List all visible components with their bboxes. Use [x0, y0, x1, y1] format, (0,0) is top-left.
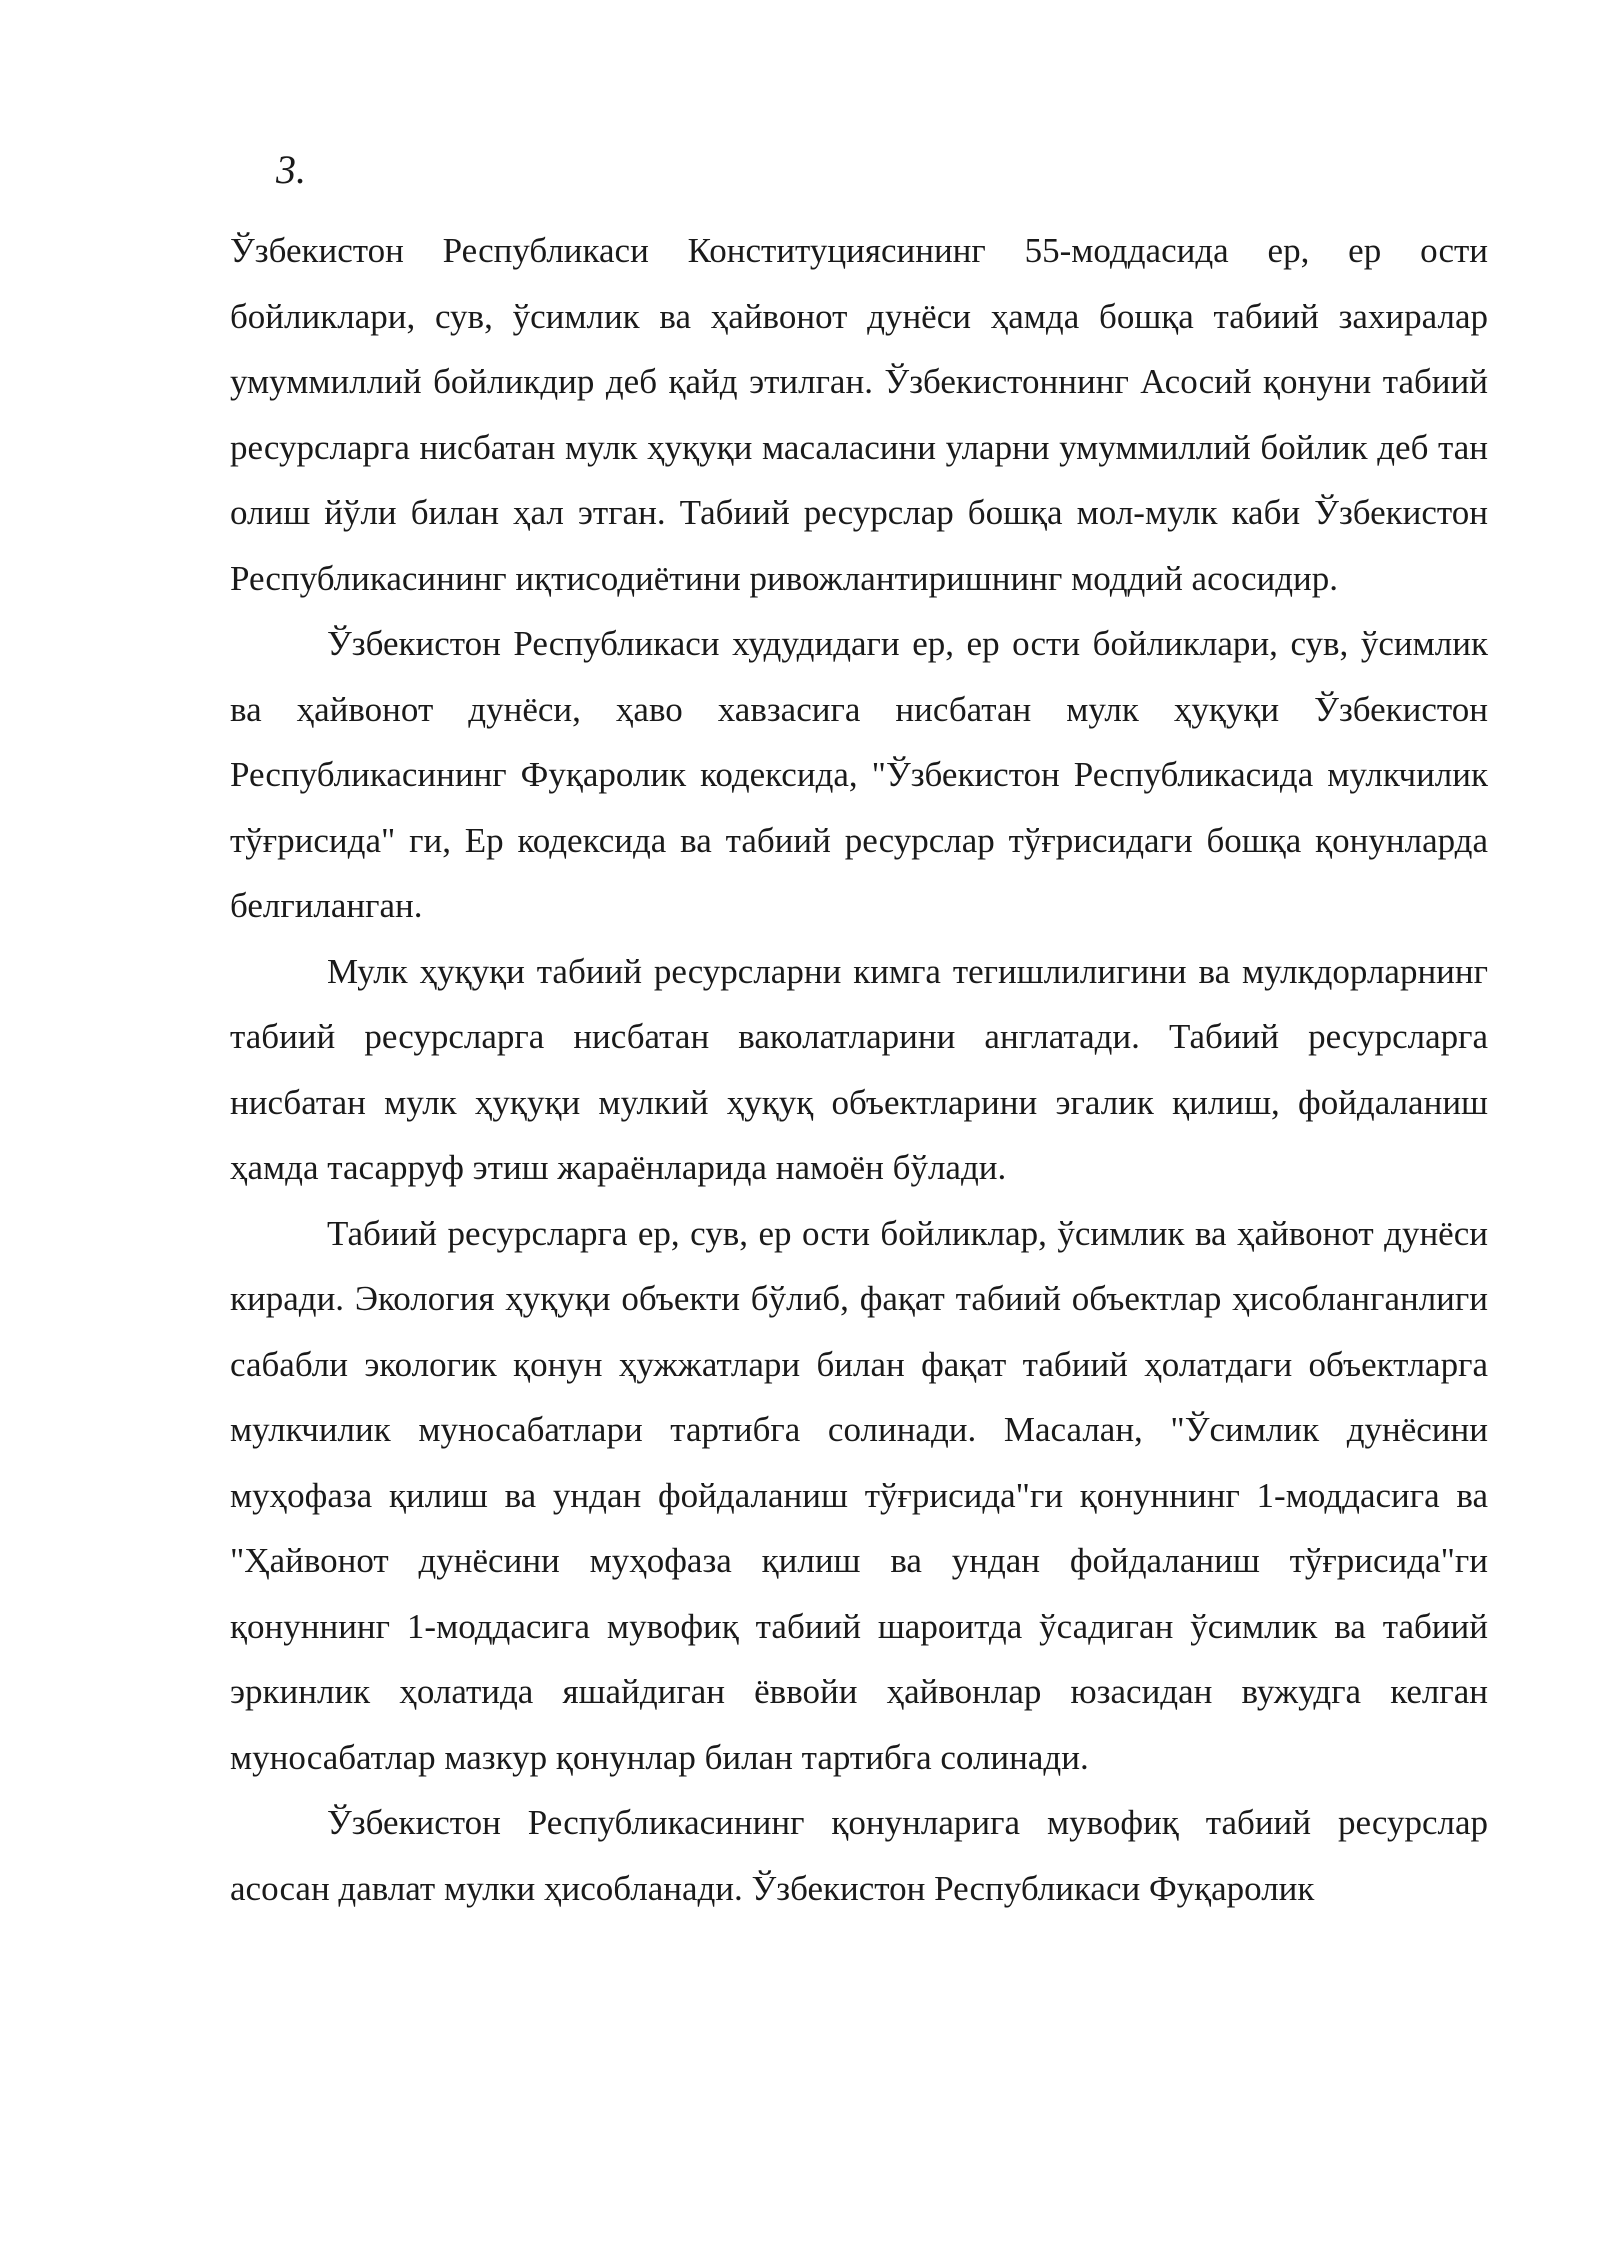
paragraph-2: Ўзбекистон Республикаси худудидаги ер, ер ости бойликлари, сув, ўсимлик ва ҳайвонот дунёси, ҳаво хавзасига нисбатан мулк ҳуқуқи Ўзбекистон Республикасининг Фуқаролик кодексида, "Ўзбекистон Республикасида мулкчилик тўғрисида" ги, Ер кодексида ва табиий ресурслар тўғрисидаги бошқа қонунларда белгиланган. — [230, 624, 1488, 925]
paragraph-5: Ўзбекистон Республикасининг қонунларига мувофиқ табиий ресурслар асосан давлат мулки ҳисобланади. Ўзбекистон Республикаси Фуқаролик — [230, 1803, 1488, 1908]
paragraph-1: Ўзбекистон Республикаси Конституциясининг 55-моддасида ер, ер ости бойликлари, сув, ўсимлик ва ҳайвонот дунёси ҳамда бошқа табиий захиралар умуммиллий бойликдир деб қайд этилган. Ўзбекистоннинг Асосий қонуни табиий ресурсларга нисбатан мулк ҳуқуқи масаласини уларни умуммиллий бойлик деб тан олиш йўли билан ҳал этган. Табиий ресурслар бошқа мол-мулк каби Ўзбекистон Республикасининг иқтисодиётини ривожлантиришнинг моддий асосидир. — [230, 231, 1488, 598]
section-number: 3. — [276, 147, 306, 192]
paragraph-4: Табиий ресурсларга ер, сув, ер ости бойликлар, ўсимлик ва ҳайвонот дунёси киради. Экология ҳуқуқи объекти бўлиб, фақат табиий объектлар ҳисобланганлиги сабабли экологик қонун ҳужжатлари билан фақат табиий ҳолатдаги объектларга мулкчилик муносабатлари тартибга солинади. Масалан, "Ўсимлик дунёсини муҳофаза қилиш ва ундан фойдаланиш тўғрисида"ги қонуннинг 1-моддасига ва "Ҳайвонот дунёсини муҳофаза қилиш ва ундан фойдаланиш тўғрисида"ги қонуннинг 1-моддасига мувофиқ табиий шароитда ўсадиган ўсимлик ва табиий эркинлик ҳолатида яшайдиган ёввойи ҳайвонлар юзасидан вужудга келган муносабатлар мазкур қонунлар билан тартибга солинади. — [230, 1213, 1488, 1777]
document-body — [230, 218, 1488, 1921]
paragraph-3: Мулк ҳуқуқи табиий ресурсларни кимга тегишлилигини ва мулкдорларнинг табиий ресурсларга нисбатан ваколатларини англатади. Табиий ресурсларга нисбатан мулк ҳуқуқи мулкий ҳуқуқ объектларини эгалик қилиш, фойдаланиш ҳамда тасарруф этиш жараёнларида намоён бўлади. — [230, 951, 1488, 1187]
